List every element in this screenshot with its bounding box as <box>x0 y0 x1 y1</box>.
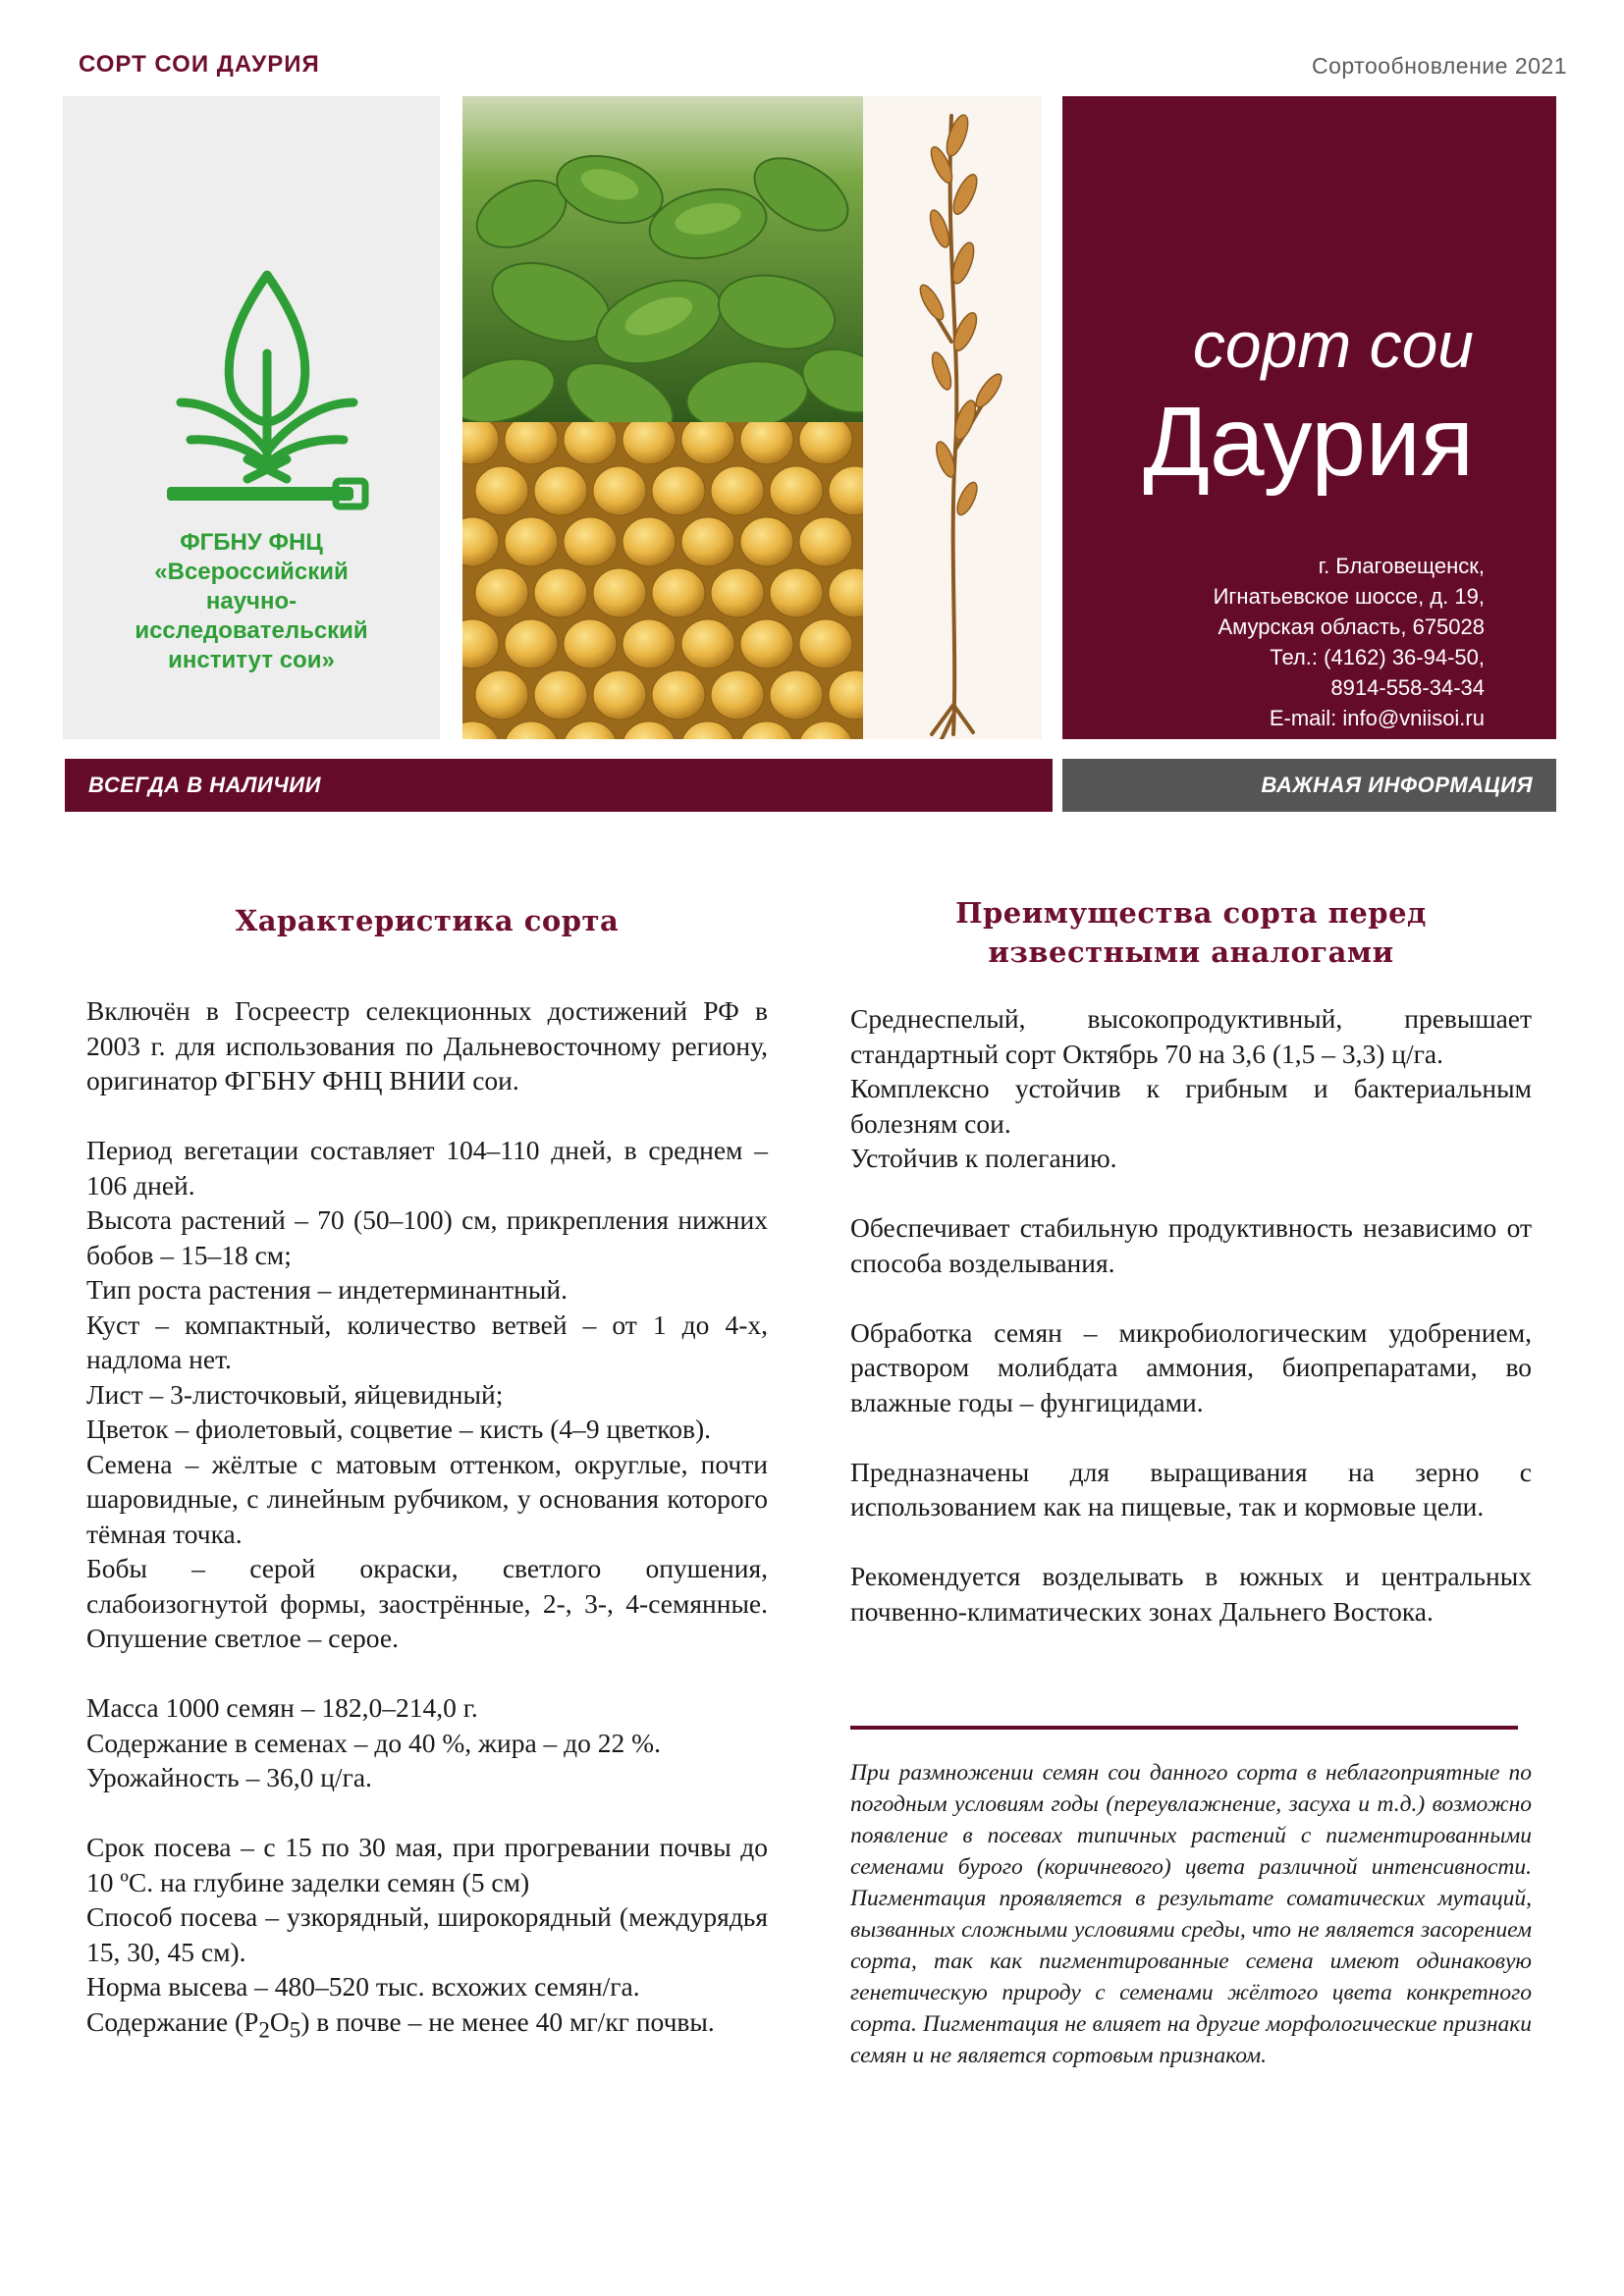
paragraph <box>86 2004 768 2048</box>
seed-shape <box>652 466 705 515</box>
seed-shape <box>711 670 764 720</box>
paragraph: Лист – 3-листочковый, яйцевидный; <box>86 1378 504 1410</box>
section-divider <box>850 1726 1518 1730</box>
paragraph: Высота растений – 70 (50–100) см, прикрепления нижних бобов – 15–18 см; <box>86 1204 768 1270</box>
paragraph: Тип роста растения – индетерминантный. <box>86 1274 568 1305</box>
seed-shape <box>564 619 617 668</box>
paragraph: Норма высева – 480–520 тыс. всхожих семян/га. <box>86 1971 640 2002</box>
advantages-title-line: Преимущества сорта перед <box>955 896 1427 930</box>
advantages-title-line: известными аналогами <box>988 935 1394 969</box>
paragraph: Семена – жёлтые с матовым оттенком, округлые, почти шаровидные, с линейным рубчиком, у основания которого тёмная точка. <box>86 1448 768 1549</box>
seed-shape <box>534 466 587 515</box>
variety-subtitle: сорт сои <box>1192 308 1474 381</box>
document-header-title: СОРТ СОИ ДАУРИЯ <box>79 51 320 78</box>
seed-shape <box>770 466 823 515</box>
seed-shape <box>534 670 587 720</box>
phone-line: Тел.: (4162) 36-94-50, <box>1270 645 1485 669</box>
paragraph: Предназначены для выращивания на зерно с использованием как на пищевые, так и кормовые цели. <box>850 1456 1532 1522</box>
organization-name <box>63 528 440 675</box>
paragraph: Бобы – серой окраски, светлого опушения, слабоизогнутой формы, заострённые, 2-, 3-, 4-семянные. Опушение светлое – серое. <box>86 1553 768 1653</box>
seed-shape <box>711 568 764 617</box>
organization-line: ФГБНУ ФНЦ <box>180 529 323 556</box>
edition-label: Сортообновление 2021 <box>1311 53 1567 79</box>
seed-shape <box>623 517 676 566</box>
seed-shape <box>475 568 528 617</box>
paragraph: Срок посева – с 15 по 30 мая, при прогревании почвы до 10 ºС. на глубине заделки семян (5 см) <box>86 1832 768 1897</box>
seed-shape <box>623 619 676 668</box>
contact-address <box>1214 551 1485 733</box>
subscript: 2 <box>258 2017 270 2042</box>
variety-name: Даурия <box>1143 387 1474 497</box>
seed-shape <box>770 568 823 617</box>
important-info-label: ВАЖНАЯ ИНФОРМАЦИЯ <box>1261 773 1533 797</box>
seed-shape <box>505 619 558 668</box>
paragraph: Способ посева – узкорядный, широкорядный (междурядья 15, 30, 45 см). <box>86 1901 768 1967</box>
seed-shape <box>681 619 734 668</box>
availability-label: ВСЕГДА В НАЛИЧИИ <box>88 773 321 797</box>
paragraph: Период вегетации составляет 104–110 дней, в среднем – 106 дней. <box>86 1135 768 1201</box>
paragraph: Урожайность – 36,0 ц/га. <box>86 1762 372 1792</box>
paragraph: Комплексно устойчив к грибным и бактериальным болезням сои. <box>850 1073 1532 1139</box>
advantages-body <box>850 1001 1532 1629</box>
organization-line: институт сои» <box>168 647 335 673</box>
paragraph: Содержание в семенах – до 40 %, жира – до 22 %. <box>86 1727 661 1758</box>
variety-info-panel <box>1062 96 1556 739</box>
soybean-plant-photo <box>863 96 1042 739</box>
seed-shape <box>593 466 646 515</box>
address-line: Игнатьевское шоссе, д. 19, <box>1213 584 1485 609</box>
seed-shape <box>593 568 646 617</box>
paragraph: Масса 1000 семян – 182,0–214,0 г. <box>86 1692 478 1723</box>
paragraph: Включён в Госреестр селекционных достижений РФ в 2003 г. для использования по Дальневосточному региону, оригинатор ФГБНУ ФНЦ ВНИИ сои. <box>86 995 768 1095</box>
paragraph: Рекомендуется возделывать в южных и центральных почвенно-климатических зонах Дальнего Востока. <box>850 1561 1532 1627</box>
seed-shape <box>740 517 793 566</box>
seed-shape <box>652 670 705 720</box>
address-line: Амурская область, 675028 <box>1218 614 1485 639</box>
subscript: 5 <box>289 2017 301 2042</box>
paragraph: Устойчив к полеганию. <box>850 1143 1117 1173</box>
paragraph: Обработка семян – микробиологическим удобрением, раствором молибдата аммония, биопрепаратами, во влажные годы – фунгицидами. <box>850 1316 1532 1417</box>
organization-line: исследовательский <box>135 617 368 644</box>
seed-shape <box>681 517 734 566</box>
seed-shape <box>770 670 823 720</box>
availability-bar <box>65 759 1053 812</box>
text-fragment: Содержание (P <box>86 2005 259 2037</box>
seed-shape <box>505 517 558 566</box>
paragraph: Среднеспелый, высокопродуктивный, превышает стандартный сорт Октябрь 70 на 3,6 (1,5 – 3,3) ц/га. <box>850 1003 1532 1069</box>
address-line: г. Благовещенск, <box>1318 554 1485 578</box>
seed-shape <box>475 466 528 515</box>
seed-shape <box>740 619 793 668</box>
soybean-seeds-photo <box>462 422 863 739</box>
characteristics-title: Характеристика сорта <box>235 904 620 937</box>
seed-shape <box>593 670 646 720</box>
organization-line: «Всероссийский <box>154 559 349 585</box>
advantages-title <box>850 893 1532 972</box>
important-info-bar <box>1062 759 1556 812</box>
pigmentation-note: При размножении семян сои данного сорта в неблагоприятные по погодным условиям годы (переувлажнение, засуха и т.д.) возможно появление в посевах типичных растений с пигментированными семенами бурого (коричневого) цвета различной интенсивности. Пигментация проявляется в результате соматических мутаций, вызванных сложными условиями среды, что не является засорением сорта, так как пигментированные семена имеют одинаковую генетическую природу с семенами жёлтого цвета конкретного сорта. Пигментация не влияет на другие морфологические признаки семян и не является сортовым признаком. <box>850 1760 1532 2068</box>
soybean-leaves-photo <box>462 96 863 422</box>
text-fragment: O <box>269 2005 290 2037</box>
organization-line: научно- <box>205 588 298 614</box>
paragraph: Куст – компактный, количество ветвей – от 1 до 4-х, надлома нет. <box>86 1308 768 1374</box>
logo-panel <box>63 96 440 739</box>
seed-shape <box>475 670 528 720</box>
phone-line: 8914-558-34-34 <box>1330 675 1485 700</box>
seed-shape <box>564 517 617 566</box>
seed-shape <box>711 466 764 515</box>
seed-shape <box>652 568 705 617</box>
paragraph: Цветок – фиолетовый, соцветие – кисть (4–9 цветков). <box>86 1414 711 1444</box>
sprout-logo-icon <box>161 265 373 522</box>
seed-shape <box>534 568 587 617</box>
seed-shape <box>799 517 852 566</box>
characteristics-body <box>86 993 768 2048</box>
email-line: E-mail: info@vniisoi.ru <box>1269 706 1485 730</box>
paragraph: Обеспечивает стабильную продуктивность независимо от способа возделывания. <box>850 1212 1532 1278</box>
seed-shape <box>799 619 852 668</box>
text-fragment: ) в почве – не менее 40 мг/кг почвы. <box>300 2005 715 2037</box>
